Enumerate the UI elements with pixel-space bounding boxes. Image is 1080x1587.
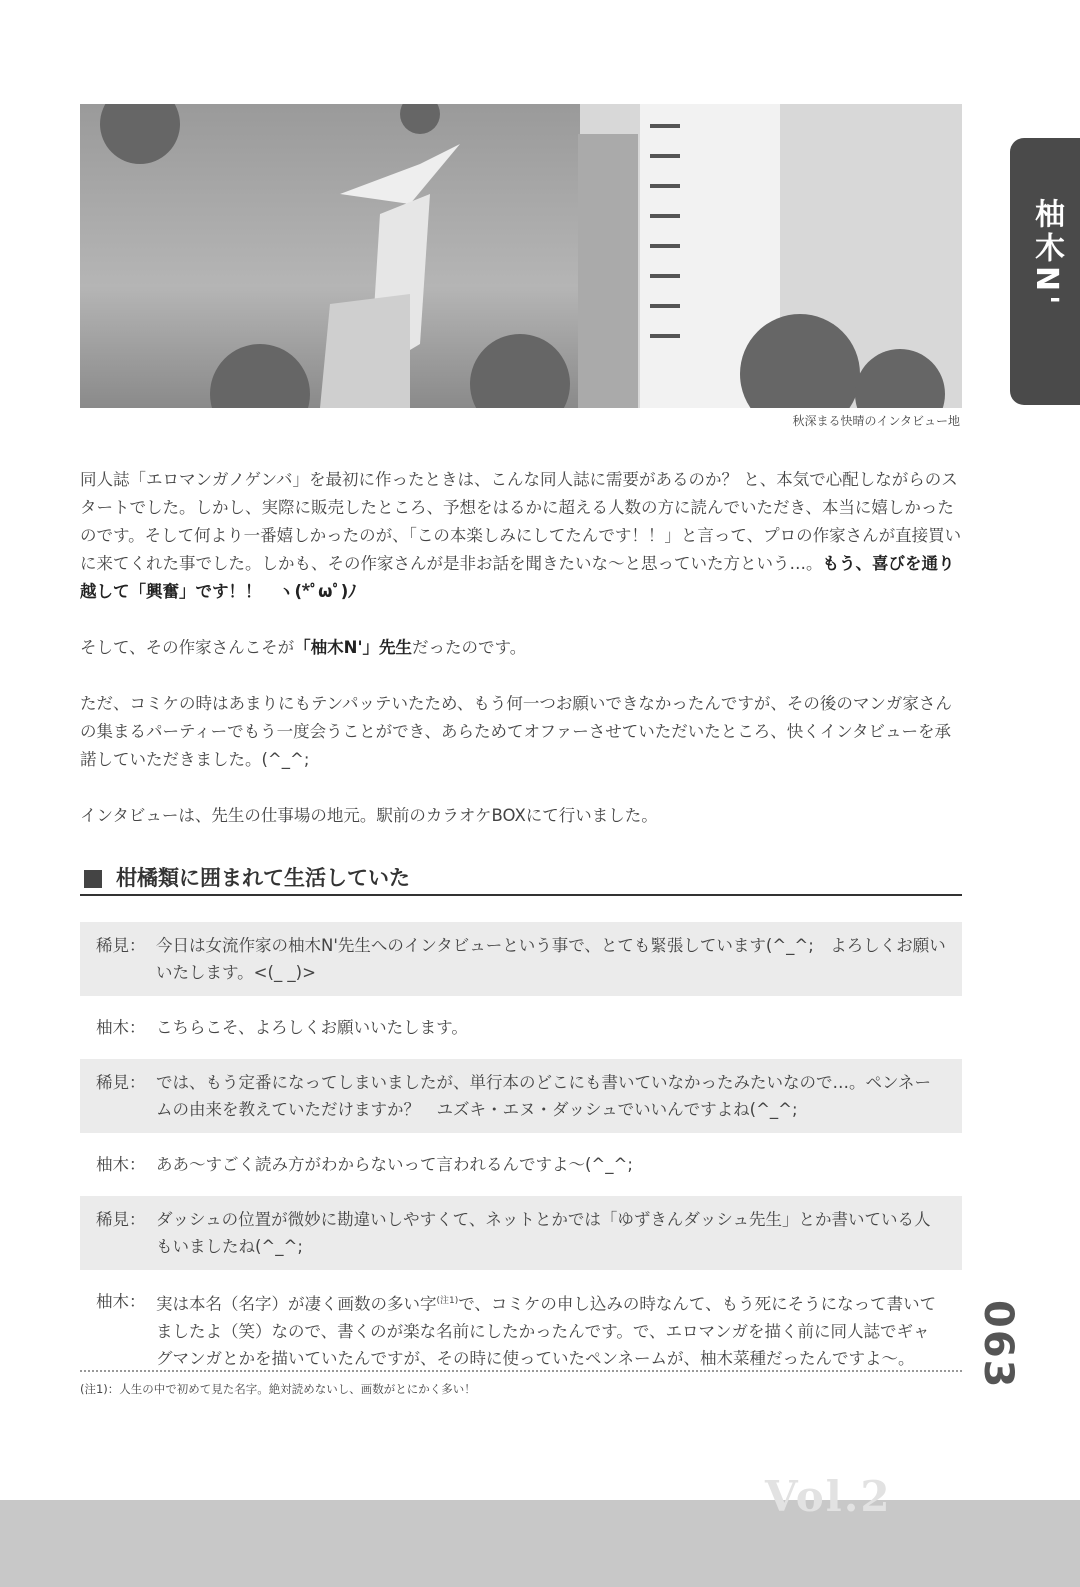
dialogue-row: 稀見： ダッシュの位置が微妙に勘違いしやすくて、ネットとかでは「ゆずきんダッシュ先生」とか書いている人もいましたね(^_^; — [80, 1196, 962, 1270]
dialogue-row: 稀見： 今日は女流作家の柚木N'先生へのインタビューという事で、とても緊張しています(^_^; よろしくお願いいたします。<(_ _)> — [80, 922, 962, 996]
photo-caption: 秋深まる快晴のインタビュー地 — [792, 414, 960, 428]
intro-text — [80, 466, 965, 858]
intro-paragraph: 同人誌「エロマンガノゲンバ」を最初に作ったときは、こんな同人誌に需要があるのか？ と、本気で心配しながらのスタートでした。しかし、実際に販売したところ、予想をはるかに超える人数の方に読んでいただき、本当に嬉しかったのです。そして何より一番嬉しかったのが、「この本楽しみにしてたんです！！」と言って、プロの作家さんが直接買いに来てくれた事でした。しかも、その作家さんが是非お話を聞きたいな～と思っていた方という…。もう、喜びを通り越して「興奮」です！！ ヽ(*ﾟωﾟ)ﾉ — [80, 470, 962, 601]
square-bullet-icon — [84, 870, 102, 888]
dialogue-row: 柚木： 実は本名（名字）が凄く画数の多い字$^{(注1)}$で、コミケの申し込みの時なんて、もう死にそうになって書いてましたよ（笑）なので、書くのが楽な名前にしたかったんです。で、エロマンガを描く前に同人誌でギャグマンガとかを描いていたんですが、その時に使っていたペンネームが、柚木菜種だったんですよ～。 — [96, 1292, 937, 1368]
footer-band — [0, 1500, 1080, 1587]
dialogue-row: 稀見： では、もう定番になってしまいましたが、単行本のどこにも書いていなかったみたいなので…。ペンネームの由来を教えていただけますか？ ユズキ・エヌ・ダッシュでいいんですよね(^_^; — [80, 1059, 962, 1133]
volume-label: Vol.2 — [765, 1472, 892, 1521]
section-heading: 柑橘類に囲まれて生活していた — [80, 860, 962, 896]
side-tab — [1010, 138, 1080, 405]
footnote: (注1)：人生の中で初めて見た名字。絶対読めないし、画数がとにかく多い！ — [80, 1382, 476, 1396]
footnote-ref: (注1) — [436, 1296, 459, 1306]
sculpture-photo — [80, 104, 962, 408]
dialogue-row: 柚木： ああ～すごく読み方がわからないって言われるんですよ～(^_^; — [96, 1155, 633, 1174]
dialogue-row: 柚木： こちらこそ、よろしくお願いいたします。 — [96, 1018, 468, 1037]
intro-paragraph: インタビューは、先生の仕事場の地元。駅前のカラオケBOXにて行いました。 — [80, 806, 658, 825]
footnote-divider — [80, 1370, 962, 1372]
page-number: 063 — [975, 1300, 1021, 1390]
side-tab-label: 柚木N' — [1029, 198, 1064, 309]
intro-paragraph: ただ、コミケの時はあまりにもテンパッテいたため、もう何一つお願いできなかったんですが、その後のマンガ家さんの集まるパーティーでもう一度会うことができ、あらためてオファーさせていただいたところ、快くインタビューを承諾していただきました。(^_^; — [80, 694, 952, 769]
interview-dialogue — [80, 922, 962, 1390]
intro-paragraph: そして、その作家さんこそが「柚木N'」先生だったのです。 — [80, 638, 527, 657]
